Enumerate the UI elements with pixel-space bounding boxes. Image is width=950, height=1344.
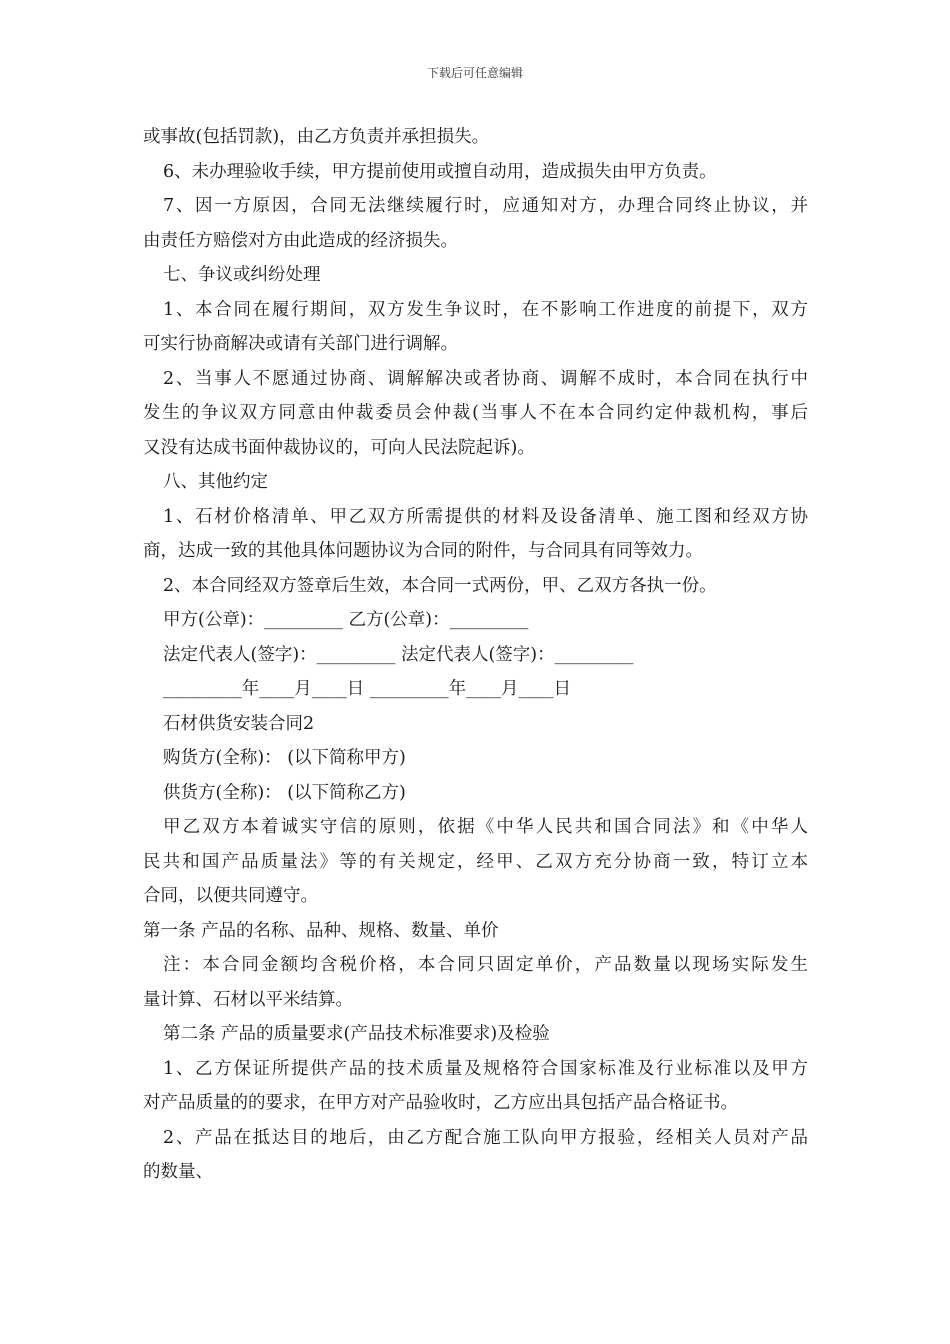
text-line: 由责任方赔偿对方由此造成的经济损失。	[143, 230, 458, 251]
contract-title: 石材供货安装合同2	[163, 713, 315, 734]
text-line: 又没有达成书面仲裁协议的，可向人民法院起诉)。	[143, 437, 535, 458]
text-line: 的数量、	[143, 1162, 213, 1182]
text-line: 对产品质量的的要求，在甲方对产品验收时，乙方应出具包括产品合格证书。	[143, 1093, 738, 1113]
text-line: 购货方(全称)： (以下简称甲方)	[163, 748, 406, 768]
text-line: 民共和国产品质量法》等的有关规定，经甲、乙双方充分协商一致，特订立本	[143, 851, 808, 872]
text-line: 1、石材价格清单、甲乙双方所需提供的材料及设备清单、施工图和经双方协	[163, 506, 808, 527]
article-heading: 第二条 产品的质量要求(产品技术标准要求)及检验	[163, 1024, 550, 1044]
signature-line: 甲方(公章)：_________ 乙方(公章)：_________	[163, 610, 529, 630]
text-line: 发生的争议双方同意由仲裁委员会仲裁(当事人不在本合同约定仲裁机构，事后	[143, 403, 808, 423]
text-line: 或事故(包括罚款)，由乙方负责并承担损失。	[143, 127, 490, 147]
page-header: 下载后可任意编辑	[426, 66, 523, 80]
document-body	[143, 120, 808, 1190]
section-heading: 八、其他约定	[163, 472, 268, 492]
text-line: 供货方(全称)： (以下简称乙方)	[163, 782, 406, 803]
text-line: 2、产品在抵达目的地后，由乙方配合施工队向甲方报验，经相关人员对产品	[163, 1127, 808, 1148]
signature-line: 法定代表人(签字)：_________ 法定代表人(签字)：_________	[163, 644, 634, 665]
text-line: 1、乙方保证所提供产品的技术质量及规格符合国家标准及行业标准以及甲方	[163, 1058, 808, 1079]
text-line: 7、因一方原因，合同无法继续履行时，应通知对方，办理合同终止协议，并	[163, 196, 808, 216]
text-line: 可实行协商解决或请有关部门进行调解。	[143, 334, 458, 354]
text-line: 量计算、石材以平米结算。	[143, 989, 353, 1010]
text-line: 2、本合同经双方签章后生效，本合同一式两份，甲、乙双方各执一份。	[163, 575, 717, 596]
text-line: 1、本合同在履行期间，双方发生争议时，在不影响工作进度的前提下，双方	[163, 299, 808, 320]
text-line: 合同，以便共同遵守。	[143, 886, 318, 906]
text-line: 2、当事人不愿通过协商、调解解决或者协商、调解不成时，本合同在执行中	[163, 368, 808, 389]
article-heading: 第一条 产品的名称、品种、规格、数量、单价	[143, 920, 499, 941]
text-line: 商，达成一致的其他具体问题协议为合同的附件，与合同具有同等效力。	[143, 541, 703, 561]
text-line: 注：本合同金额均含税价格，本合同只固定单价，产品数量以现场实际发生	[163, 955, 808, 975]
text-line: 甲乙双方本着诚实守信的原则，依据《中华人民共和国合同法》和《中华人	[163, 817, 808, 837]
section-heading: 七、争议或纠纷处理	[163, 265, 321, 285]
date-line: _________年____月____日 _________年____月____日	[163, 679, 572, 699]
text-line: 6、未办理验收手续，甲方提前使用或擅自动用，造成损失由甲方负责。	[163, 161, 717, 182]
